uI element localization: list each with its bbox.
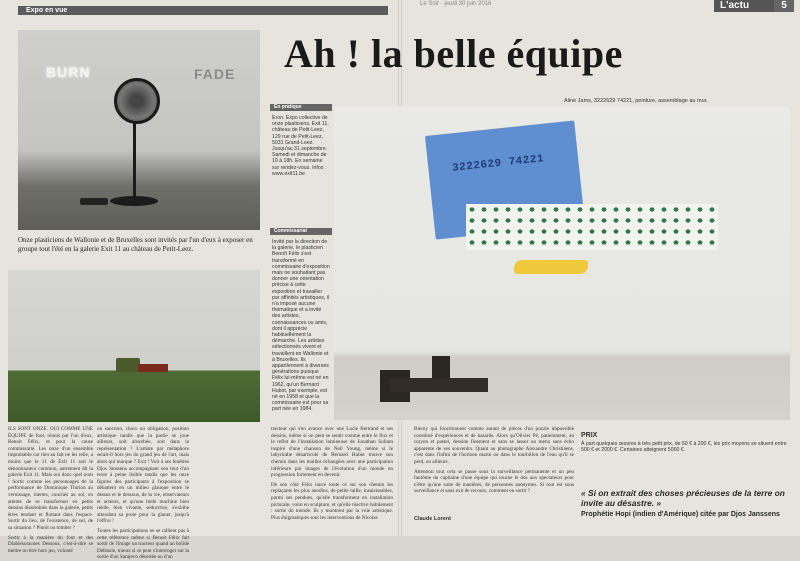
photo-caption: Onze plasticiens de Wallonie et de Bruxelles sont invités par l'un d'eux à exposer en groupe tout l'été en la galerie Exit 11 au château de Petit-Leez. <box>18 236 253 253</box>
section-bar-left <box>18 6 388 15</box>
tractor-icon <box>116 358 140 372</box>
body-column-4 <box>414 426 574 495</box>
body-column-3 <box>271 426 393 521</box>
author-signature: Claude Lorent <box>414 516 451 522</box>
quote-attribution: Prophétie Hopi (indien d'Amérique) citée par Djos Janssens <box>581 511 780 518</box>
body-text: tracteur qui s'en avance avec une Lucie Bertrand et ses dessins, même si on peut se sentir comme entre le flux et le reflet de l'installation lumineuse de Jonathan Sullam inspiré d'une chanson de Neil Young, même si le labyrinthe désarticulé de Bernard Hubot trouve son chemin dans les mailles échangées avec une participation inférieure par images de l'évolution d'un monde en progression fortement en devenir. <box>271 426 393 479</box>
body-column-1 <box>8 426 93 554</box>
yellow-mark <box>514 260 588 274</box>
body-text: Toutes les participations ne se rallient pas à cette référence même si Benoit Félix fait sortir de l'image un tracteur quand un bolide Delbasie, mieux si ce peut s'interroger sur la sortie d'un Sarajevo désertée ou d'un <box>97 527 189 561</box>
fan-icon <box>114 78 160 124</box>
sidebar-text-practical: Eron. Expo collective de onze plasticiens. Exit 11, château de Petit-Leez, 129 rue de Petit-Leez, 5031 Grand-Leez. Jusqu'au 31 septembre. Samedi et dimanche de 10 à 18h. En semaine sur rendez-vous. Infos : www.exit11.be <box>272 115 329 177</box>
body-text: Sortir à la manière du foot et des Diablesoracnes Dessous, c'est-à-dire se mettre ou être hors jeu, volonté <box>8 534 93 554</box>
sidebar-header-practical: En pratique <box>270 104 332 111</box>
body-text: Bierny qui fonctionnent comme autant de pièces d'un puzzle impossible constitué d'expériences et de hasards. Alors qu'Olivier Pé, patiemment, au crayon et pastel, dessine finement et sans se lasser un menu sans écho apparente de ses souvenirs. Quant au photographe Alexandre Christiaens, c'est dans l'infini de l'horizon marin ou dans le tourbillon de l'eau qu'il se perd, ou ailleurs. <box>414 426 574 465</box>
page-number: 5 <box>774 0 794 12</box>
section-label-right: L'actu <box>720 0 750 11</box>
neon-burn: BURN <box>46 64 91 80</box>
fan-base <box>110 196 158 206</box>
section-tab <box>714 0 774 12</box>
body-text: ou sanction, choix ou obligation, position artistique tandis que la partie se joue ailleurs, soit absorbée, soit dans la représentation ? L'artiste par métaphore serait-il hors jeu du grand jeu de l'art, mais alors qui marque ? Exit ! Voir à ses fenêtres Djos Janssens accompagnant son tout d'un texte à peine lisible tandis que les onze figures des participants à l'exposition se débattent en un milieu glauque entre le dessus et le dessous, de la vie, observateurs et acteurs, et qu'une belle machine bien réelle, bien vivante, séductrice, s'exhibe attendant sa proie pour la glaner, jusqu'à l'effroi ! <box>97 426 189 525</box>
photo-tractor-field <box>8 270 260 422</box>
body-text: ILS SONT ONZE. OUI COMME UNE ÉQUIPE de foot, réunis par l'un d'eux, Benoit Félix, et pour la cause commissarié. Les onze d'un ensemble improbable car rien au fait ne les relie, a moins que le 11 de Exit 11 soit le dénominateur commun, autrement dit la galerie Exit 11. Mais oui donc quel nom ! Sortir comme les personnages de la performance de Dominique Thirion au vernissage, inertes, couchés au sol, en attente de se transformer en petits dessins disséminés dans la galerie, petits êtres tendant et flottant dans l'espace. Sortir du lieu, de l'existence, de soi, de sa situation ? Plutôt ou tomber ? <box>8 426 93 531</box>
price-title: PRIX <box>581 432 598 439</box>
wooden-sculpture <box>380 356 490 402</box>
floor-object <box>80 198 108 205</box>
sidebar-text-commissariat: Invité par la direction de la galerie, le plasticien Benoît Félix s'est transformé en commissaire d'exposition mais ne souhaitant pas donner une orientation précise à cette exposition et travailler par affinités artistiques, il n'a imposé aucune thématique et a invité des artistes, connaissances ou amis, dont il apprécie habituellement la démarche. Les artistes sélectionnés vivent et travaillent en Wallonie et à Bruxelles. Ils appartiennent à diverses générations puisque Félix lui-même est né en 1962, qu'un Bernard Hubot, par exemple, est né en 1958 et que la commissaire est pour sa part née en 1984. <box>272 239 330 413</box>
fan-pole <box>133 122 136 198</box>
trailer <box>138 364 168 372</box>
sidebar-header-commissariat: Commissariat <box>270 228 332 235</box>
section-bar-right <box>410 0 800 12</box>
headline: Ah ! la belle équipe <box>284 31 623 76</box>
price-text: À part quelques œuvres à très petit prix, de 50 € à 200 €, les prix moyens se situent entre 500 € et 2000 €. Certaines atteignent 5000 €. <box>581 441 787 454</box>
sculpture-part <box>390 378 488 392</box>
artwork-caption: Aline Jams, 3222629 74221, peinture, assemblage au mur. <box>564 98 708 104</box>
photo-artwork <box>334 106 790 420</box>
body-text: De son côté Félix lance toute ce sur son chemin les replaçants les plus anodins, de petite taille, insaisissables, parmi ses pendues, qu'elle transforment en installation picturale, voire en sculpture, et qu'elle réactive habilement : sortie du monde. Ils y montrent par la voie artistique. Plus énigmatiques sont les interventions de Nicolas <box>271 481 393 521</box>
photo-installation <box>18 30 260 230</box>
pull-quote: « Si on extrait des choses précieuses de la terre on invite au désastre. » <box>581 488 785 508</box>
section-label-left: Expo en vue <box>26 7 68 14</box>
issue-date: Le Soir · jeudi 30 juin 2016 <box>420 1 492 7</box>
dotted-strip <box>466 204 718 250</box>
neon-fade: FADE <box>194 66 236 82</box>
body-text: Attention tout cela se passe sous la surveillance permanente et un peu fantôme du capitaine d'une équipe qui tourne le dos aux spectateurs pour n'être qu'une suite de manières, de personnes anonymes. Si tout est sous surveillance et sans exit de recours, comment en sortir ? <box>414 468 574 495</box>
artwork-number: 3222629 74221 <box>451 153 545 175</box>
body-column-2 <box>97 426 189 561</box>
